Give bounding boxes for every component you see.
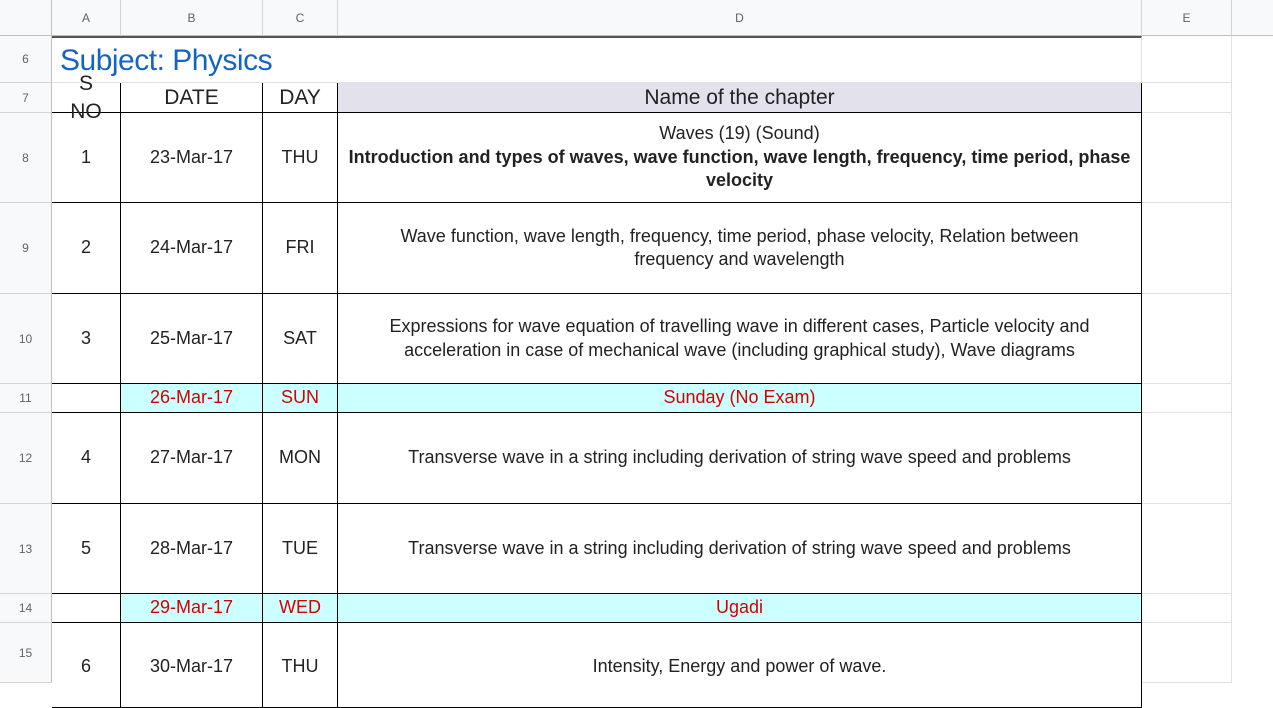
chapter-cell[interactable]: Expressions for wave equation of travelling wave in different cases, Particle velocity and acceleration in case of mechanical wave (including graphical study), Wave diagrams (338, 294, 1142, 384)
date-cell[interactable]: 30-Mar-17 (121, 623, 263, 708)
holiday-label-cell[interactable]: Sunday (No Exam) (338, 384, 1142, 413)
subject-title[interactable]: Subject: Physics (52, 36, 1142, 83)
column-header-f[interactable] (1232, 0, 1273, 36)
sno-cell[interactable] (52, 594, 121, 623)
sno-cell[interactable]: 1 (52, 113, 121, 203)
header-date[interactable]: DATE (121, 83, 263, 113)
date-cell[interactable]: 24-Mar-17 (121, 203, 263, 294)
chapter-heading: Waves (19) (Sound) (659, 123, 820, 144)
row-header-12[interactable]: 12 (0, 413, 52, 504)
holiday-label-cell[interactable]: Ugadi (338, 594, 1142, 623)
sno-cell[interactable]: 4 (52, 413, 121, 504)
chapter-cell[interactable]: Transverse wave in a string including derivation of string wave speed and problems (338, 504, 1142, 594)
row-header-10[interactable]: 10 (0, 294, 52, 384)
column-header-a[interactable]: A (52, 0, 121, 36)
day-cell[interactable]: THU (263, 113, 338, 203)
row-header-8[interactable]: 8 (0, 113, 52, 203)
date-cell[interactable]: 25-Mar-17 (121, 294, 263, 384)
column-header-e[interactable]: E (1142, 0, 1232, 36)
sno-cell[interactable]: 2 (52, 203, 121, 294)
row-header-11[interactable]: 11 (0, 384, 52, 413)
date-cell[interactable]: 28-Mar-17 (121, 504, 263, 594)
cell-e8[interactable] (1142, 113, 1232, 203)
day-cell[interactable]: FRI (263, 203, 338, 294)
select-all-corner[interactable] (0, 0, 52, 36)
cell-e15[interactable] (1142, 623, 1232, 683)
cell-e6[interactable] (1142, 36, 1232, 83)
row-header-9[interactable]: 9 (0, 203, 52, 294)
cell-e11[interactable] (1142, 384, 1232, 413)
row-header-13[interactable]: 13 (0, 504, 52, 594)
chapter-cell[interactable]: Transverse wave in a string including derivation of string wave speed and problems (338, 413, 1142, 504)
column-header-b[interactable]: B (121, 0, 263, 36)
cell-e12[interactable] (1142, 413, 1232, 504)
date-cell[interactable]: 23-Mar-17 (121, 113, 263, 203)
holiday-day-cell[interactable]: WED (263, 594, 338, 623)
day-cell[interactable]: THU (263, 623, 338, 708)
day-cell[interactable]: TUE (263, 504, 338, 594)
row-header-14[interactable]: 14 (0, 594, 52, 623)
chapter-cell[interactable]: Wave function, wave length, frequency, time period, phase velocity, Relation between frequency and wavelength (338, 203, 1142, 294)
holiday-date-cell[interactable]: 29-Mar-17 (121, 594, 263, 623)
row-header-7[interactable]: 7 (0, 83, 52, 113)
cell-e10[interactable] (1142, 294, 1232, 384)
header-day[interactable]: DAY (263, 83, 338, 113)
day-cell[interactable]: MON (263, 413, 338, 504)
holiday-day-cell[interactable]: SUN (263, 384, 338, 413)
row-header-15[interactable]: 15 (0, 623, 52, 683)
sno-cell[interactable]: 3 (52, 294, 121, 384)
row-header-6[interactable]: 6 (0, 36, 52, 83)
chapter-topics: Introduction and types of waves, wave function, wave length, frequency, time period, phase velocity (348, 146, 1131, 191)
column-header-d[interactable]: D (338, 0, 1142, 36)
sno-cell[interactable] (52, 384, 121, 413)
header-sno[interactable]: S NO (52, 83, 121, 113)
date-cell[interactable]: 27-Mar-17 (121, 413, 263, 504)
sno-cell[interactable]: 6 (52, 623, 121, 708)
header-chapter[interactable]: Name of the chapter (338, 83, 1142, 113)
day-cell[interactable]: SAT (263, 294, 338, 384)
column-header-c[interactable]: C (263, 0, 338, 36)
cell-e13[interactable] (1142, 504, 1232, 594)
holiday-date-cell[interactable]: 26-Mar-17 (121, 384, 263, 413)
chapter-cell[interactable]: Intensity, Energy and power of wave. (338, 623, 1142, 708)
cell-e7[interactable] (1142, 83, 1232, 113)
chapter-cell[interactable] (338, 113, 1142, 203)
cell-e9[interactable] (1142, 203, 1232, 294)
sno-cell[interactable]: 5 (52, 504, 121, 594)
cell-e14[interactable] (1142, 594, 1232, 623)
